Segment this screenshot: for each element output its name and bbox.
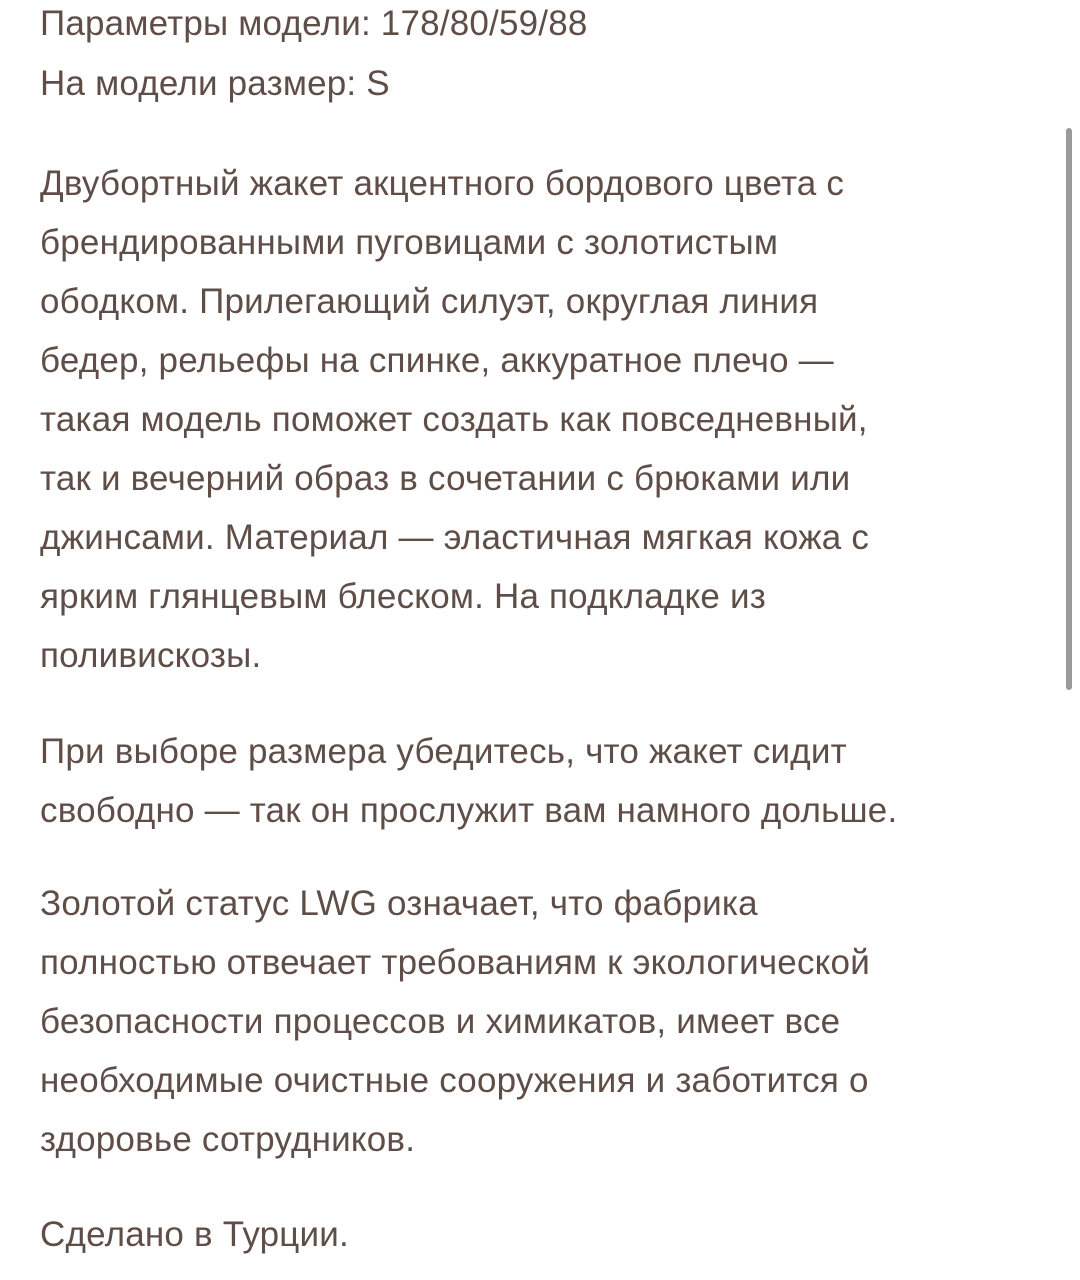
description-line: поливискозы. <box>40 636 262 675</box>
vertical-scrollbar[interactable] <box>1066 128 1072 690</box>
description-line: так и вечерний образ в сочетании с брюками или <box>40 459 851 498</box>
lwg-line: необходимые очистные сооружения и заботится о <box>40 1061 869 1100</box>
lwg-line: здоровье сотрудников. <box>40 1120 416 1159</box>
lwg-line: полностью отвечает требованиям к экологической <box>40 943 870 982</box>
description-line: ободком. Прилегающий силуэт, округлая линия <box>40 282 819 321</box>
description-line: бедер, рельефы на спинке, аккуратное плечо — <box>40 341 834 380</box>
size-tip-line: свободно — так он прослужит вам намного дольше. <box>40 791 898 830</box>
model-size-text: На модели размер: S <box>40 64 390 103</box>
model-params-text: Параметры модели: 178/80/59/88 <box>40 4 588 43</box>
origin-text: Сделано в Турции. <box>40 1215 349 1254</box>
description-line: ярким глянцевым блеском. На подкладке из <box>40 577 767 616</box>
lwg-line: Золотой статус LWG означает, что фабрика <box>40 884 758 923</box>
description-line: джинсами. Материал — эластичная мягкая кожа с <box>40 518 870 557</box>
description-line: брендированными пуговицами с золотистым <box>40 223 779 262</box>
description-line: Двубортный жакет акцентного бордового цвета с <box>40 164 845 203</box>
description-line: такая модель поможет создать как повседневный, <box>40 400 868 439</box>
lwg-line: безопасности процессов и химикатов, имеет все <box>40 1002 841 1041</box>
size-tip-line: При выборе размера убедитесь, что жакет сидит <box>40 732 847 771</box>
